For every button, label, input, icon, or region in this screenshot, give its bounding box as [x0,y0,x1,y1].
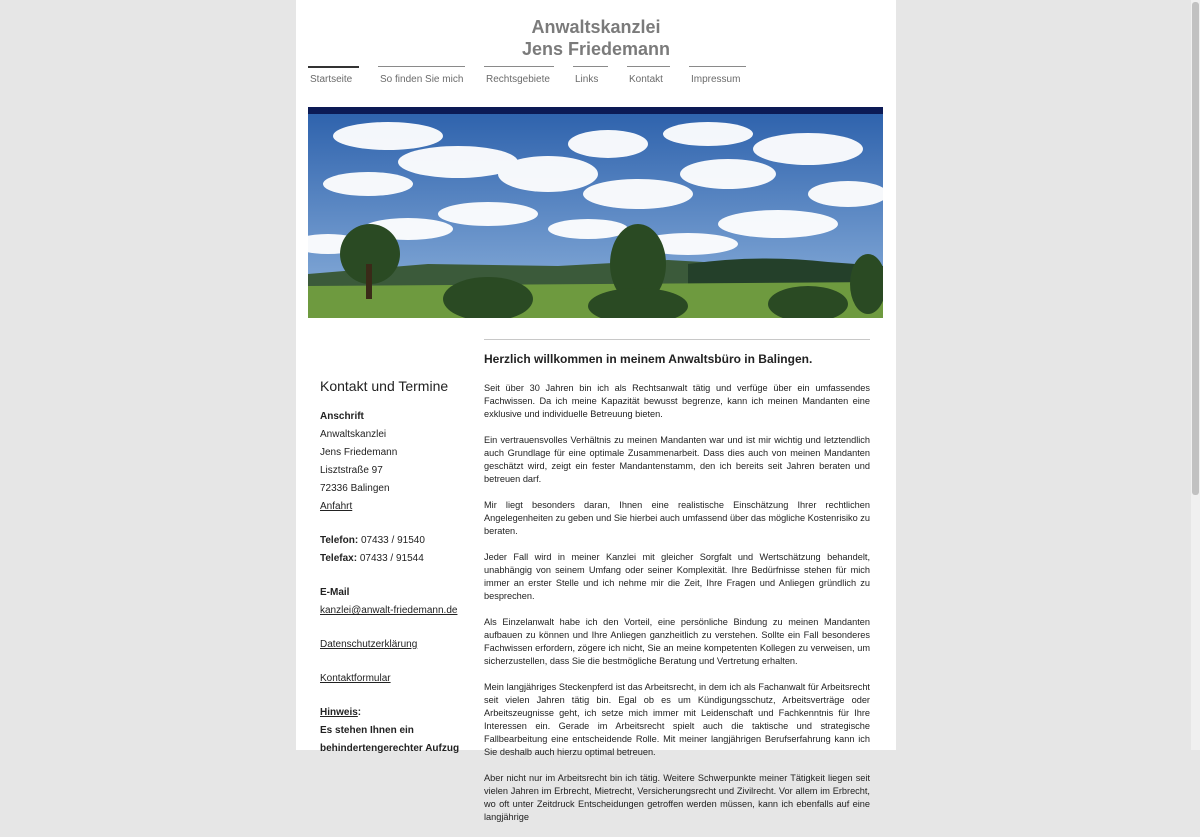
banner-top-bar [308,107,883,114]
content-paragraph: Ein vertrauensvolles Verhältnis zu meinen Mandanten war und ist mir wichtig und letztendlich auch Grundlage für eine optimale Zusammenarbeit. Dass dies auch von meinen Mandanten geschätzt wird, zeigt ein fester Mandantenstamm, den ich bereits seit Jahren beraten und betreuen darf. [484,435,870,484]
fax-number: 07433 / 91544 [359,553,424,564]
page-scrollbar[interactable] [1191,0,1200,750]
email-link[interactable]: kanzlei@anwalt-friedemann.de [320,605,458,616]
content-paragraph: Als Einzelanwalt habe ich den Vorteil, eine persönliche Bindung zu meinen Mandanten aufbauen zu können und Ihre Anliegen ganzheitlich zu verstehen. Sollte ein Fall besonderes Fachwissen erfordern, zögere ich nicht, Sie an meine kompetenten Kollegen zu verweisen, um sicherzustellen, dass Sie die bestmögliche Beratung und Vertretung erhalten. [484,617,870,666]
notice-label[interactable]: Hinweis [320,707,358,718]
landscape-photo-icon [308,114,883,318]
nav-item-impressum[interactable]: Impressum [689,66,746,86]
nav-item-kontakt[interactable]: Kontakt [627,66,670,86]
content-paragraph: Seit über 30 Jahren bin ich als Rechtsanwalt tätig und verfüge über ein umfassendes Fachwissen. Da ich meine Kapazität bewusst begrenze, kann ich meinen Mandanten eine exklusive und individuelle Betreuung bieten. [484,383,870,419]
site-title-line1: Anwaltskanzlei [531,17,661,37]
phone-label: Telefon: [320,535,359,546]
banner-image [308,114,883,318]
directions-link[interactable]: Anfahrt [320,501,353,512]
scrollbar-thumb[interactable] [1192,2,1199,495]
email-label: E-Mail [320,587,350,598]
privacy-policy-link[interactable]: Datenschutzerklärung [320,639,418,650]
content-paragraph: Aber nicht nur im Arbeitsrecht bin ich tätig. Weitere Schwerpunkte meiner Tätigkeit liegen seit vielen Jahren im Erbrecht, Mietrecht, Versicherungsrecht und Zivilrecht. Vor allem im Erbrecht, wo oft unter Zeitdruck Entscheidungen getroffen werden müssen, kann ich ebenfalls auf eine langjährige [484,773,870,822]
nav-item-links[interactable]: Links [573,66,608,86]
site-title-line2: Jens Friedemann [521,39,671,59]
nav-item-so-finden-sie-mich[interactable]: So finden Sie mich [378,66,465,86]
address-line: 72336 Balingen [320,483,390,494]
notice-text: Es stehen Ihnen ein [320,725,414,736]
welcome-heading: Herzlich willkommen in meinem Anwaltsbüro in Balingen. [484,352,813,366]
content-paragraph: Mir liegt besonders daran, Ihnen eine realistische Einschätzung Ihrer rechtlichen Angelegenheiten zu geben und Sie hierbei auch umfassend über das mögliche Kostenrisiko zu beraten. [484,500,870,536]
nav-item-rechtsgebiete[interactable]: Rechtsgebiete [484,66,554,86]
contact-form-link[interactable]: Kontaktformular [320,673,391,684]
address-line: Jens Friedemann [320,447,398,458]
sidebar-heading: Kontakt und Termine [320,378,449,394]
fax-label: Telefax: [320,553,358,564]
address-label: Anschrift [320,411,364,422]
address-line: Anwaltskanzlei [320,429,387,440]
main-content [484,339,870,837]
content-divider [484,339,870,340]
phone-number: 07433 / 91540 [360,535,425,546]
contact-sidebar [320,378,470,758]
page-container [296,0,896,822]
nav-item-startseite[interactable]: Startseite [308,66,359,86]
address-line: Lisztstraße 97 [320,465,383,476]
content-paragraph: Mein langjähriges Steckenpferd ist das Arbeitsrecht, in dem ich als Fachanwalt für Arbeitsrecht seit vielen Jahren tätig bin. Egal ob es um Kündigungsschutz, Arbeitsverträge oder Arbeitszeugnisse geht, ich setze mich immer mit Leidenschaft und Fachkenntnis für Ihre Interessen ein. Gerade im Arbeitsrecht spielt auch die taktische und strategische Fallbearbeitung eine entscheidende Rolle. Mit meiner langjährigen Berufserfahrung kann ich Sie deshalb auch hierzu optimal betreuen. [484,682,870,757]
notice-text: behindertengerechter Aufzug [320,743,460,754]
notice-colon: : [357,707,362,718]
content-paragraph: Jeder Fall wird in meiner Kanzlei mit gleicher Sorgfalt und Wertschätzung behandelt, unabhängig von seinem Umfang oder seiner Komplexität. Ihre Bedürfnisse stehen für mich immer an erster Stelle und ich nehme mir die Zeit, Ihre Fragen und Anliegen gründlich zu besprechen. [484,552,870,601]
site-title[interactable] [296,16,896,60]
